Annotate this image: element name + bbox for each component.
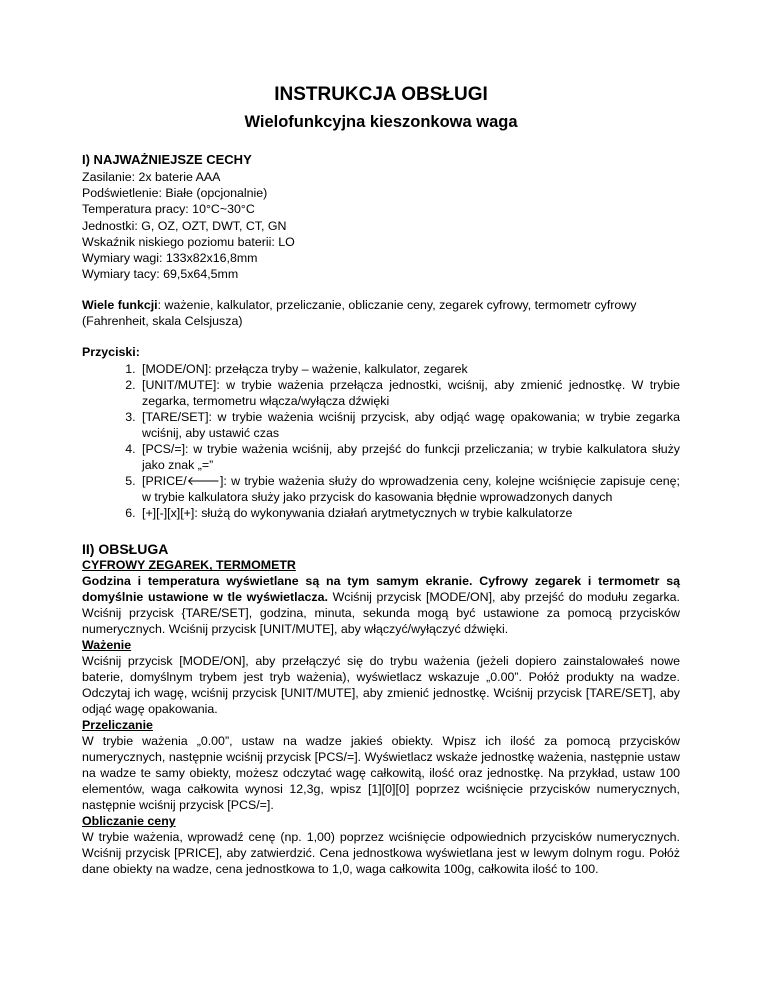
feature-item: Wymiary wagi: 133x82x16,8mm [82, 251, 258, 266]
feature-item: Wskaźnik niskiego poziomu baterii: LO [82, 234, 295, 249]
feature-item: Temperatura pracy: 10°C~30°C [82, 202, 255, 217]
features-list [82, 169, 680, 282]
button-desc-item: 6. [+][-][x][+]: służą do wykonywania działań arytmetycznych w trybie kalkulatorze [139, 505, 680, 521]
buttons-section [82, 344, 680, 521]
button-desc-item: 2. [UNIT/MUTE]: w trybie ważenia przełącza jednostki, wciśnij, aby zmienić jednostkę. W trybie zegarka, termometru włącza/wyłącza dźwięki [139, 377, 680, 409]
multi-function-text: : ważenie, kalkulator, przeliczanie, obliczanie ceny, zegarek cyfrowy, termometr cyfrowy (Fahrenheit, skala Celsjusza) [82, 298, 637, 329]
features-heading: I) NAJWAŻNIEJSZE CECHY [82, 152, 252, 167]
weighing-heading: Ważenie [82, 638, 132, 653]
clock-heading: CYFROWY ZEGAREK, TERMOMETR [82, 558, 296, 573]
counting-paragraph: W trybie ważenia „0.00”, ustaw na wadze jakieś obiekty. Wpisz ich ilość za pomocą przycisków numerycznych, następnie wciśnij przycisk [PCS/=]. Wyświetlacz wskaże jednostkę ważenia, następnie ustaw na wadze te samy obiekty, możesz odczytać wagę całkowitą, ilość oraz jednostkę. Na przykład, ustaw 100 elementów, waga całkowita wynosi 12,3g, wpisz [1][0][0] poprzez wciśnięcie przycisków numerycznych, następnie wciśnij przycisk [PCS/=]. [82, 734, 680, 813]
feature-item: Jednostki: G, OZ, OZT, DWT, CT, GN [82, 218, 287, 233]
price-heading: Obliczanie ceny [82, 814, 176, 829]
weighing-paragraph: Wciśnij przycisk [MODE/ON], aby przełączyć się do trybu ważenia (jeżeli dopiero zainstalowałeś nowe baterie, domyślnym trybem jest tryb ważenia), wyświetlacz wskazuje „0.00”. Połóż produkty na wadze. Odczytaj ich wagę, wciśnij przycisk [UNIT/MUTE], aby zmienić jednostkę. Wciśnij przycisk [TARE/SET], aby odjąć wagę opakowania. [82, 654, 680, 717]
document-subtitle: Wielofunkcyjna kieszonkowa waga [244, 113, 518, 131]
clock-text: Wciśnij przycisk [MODE/ON], aby przejść do modułu zegarka. Wciśnij przycisk {TARE/SET], godzina, minuta, sekunda mogą być ustawione za pomocą przycisków numerycznych. Wciśnij przycisk [UNIT/MUTE], aby włączyć/wyłączyć dźwięki. [82, 590, 680, 637]
buttons-list [82, 361, 680, 521]
operation-heading: II) OBSŁUGA [82, 541, 169, 558]
multi-function-paragraph [82, 297, 680, 329]
feature-item: Zasilanie: 2x baterie AAA [82, 170, 221, 184]
document-title: INSTRUKCJA OBSŁUGI [274, 84, 488, 105]
button-desc-item: 1. [MODE/ON]: przełącza tryby – ważenie, kalkulator, zegarek [139, 361, 680, 377]
multi-function-label: Wiele funkcji [82, 298, 158, 313]
buttons-heading: Przyciski: [82, 345, 140, 360]
clock-bold-text: Godzina i temperatura wyświetlane są na tym samym ekranie. Cyfrowy zegarek i termometr są domyślnie ustawione w tle wyświetlacza. [82, 574, 680, 605]
button-desc-item: 3. [TARE/SET]: w trybie ważenia wciśnij przycisk, aby odjąć wagę opakowania; w trybie zegarka wciśnij, aby ustawić czas [139, 409, 680, 441]
feature-item: Podświetlenie: Białe (opcjonalnie) [82, 186, 268, 201]
price-paragraph: W trybie ważenia, wprowadź cenę (np. 1,00) poprzez wciśnięcie odpowiednich przycisków numerycznych. Wciśnij przycisk [PRICE], aby zatwierdzić. Cena jednostkowa wyświetlana jest w lewym dolnym rogu. Połóż dane obiekty na wadze, cena jednostkowa to 1,0, waga całkowita 100g, całkowita ilość to 100. [82, 830, 680, 877]
clock-paragraph [82, 573, 680, 637]
button-desc-item: 5. [PRICE/🡐]: w trybie ważenia służy do wprowadzenia ceny, kolejne wciśnięcie zapisuje cenę; w trybie kalkulatora służy jako przycisk do kasowania błędnie wprowadzonych danych [139, 473, 680, 505]
counting-heading: Przeliczanie [82, 718, 153, 733]
button-desc-item: 4. [PCS/=]: w trybie ważenia wciśnij, aby przejść do funkcji przeliczania; w trybie kalkulatora służy jako znak „=” [139, 441, 680, 473]
feature-item: Wymiary tacy: 69,5x64,5mm [82, 267, 239, 282]
